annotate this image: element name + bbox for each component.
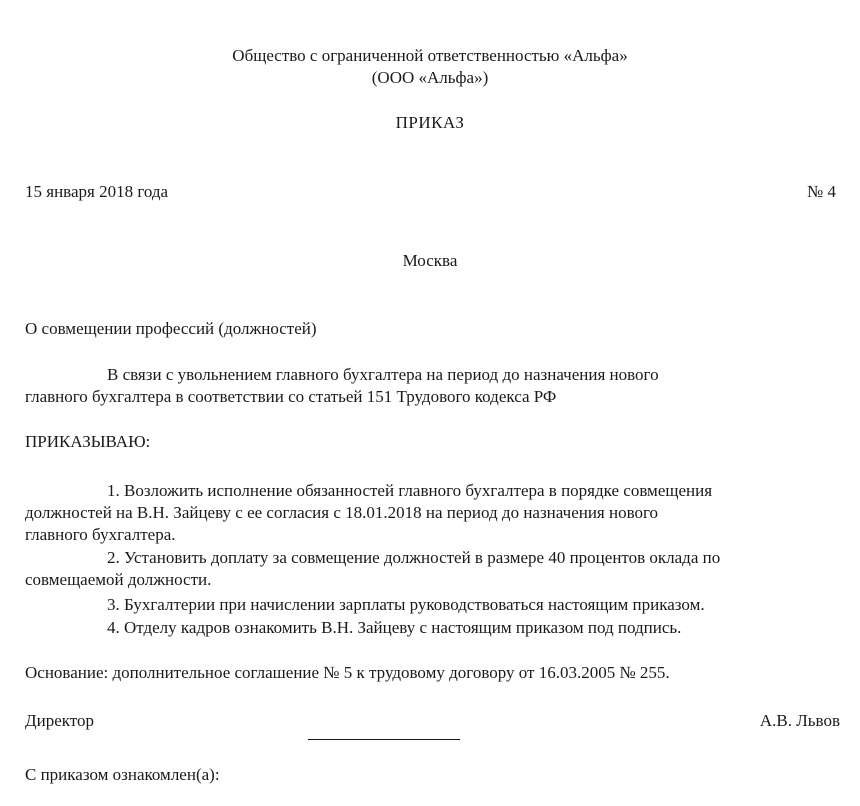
- document-city: Москва: [402, 251, 458, 270]
- signature-line: [308, 739, 460, 740]
- document-title: ПРИКАЗ: [395, 113, 465, 132]
- preamble-line-1: В связи с увольнением главного бухгалтера на период до назначения нового: [107, 365, 659, 384]
- preamble-line-2: главного бухгалтера в соответствии со статьей 151 Трудового кодекса РФ: [25, 387, 557, 406]
- order-item-2-line-1: 2. Установить доплату за совмещение должностей в размере 40 процентов оклада по: [107, 548, 721, 567]
- acknowledgment-line: С приказом ознакомлен(а):: [25, 765, 220, 784]
- order-item-3: 3. Бухгалтерии при начислении зарплаты руководствоваться настоящим приказом.: [107, 595, 705, 614]
- organization-short-name: (ООО «Альфа»): [371, 68, 489, 87]
- order-item-2-line-2: совмещаемой должности.: [25, 570, 212, 589]
- document-subject: О совмещении профессий (должностей): [25, 319, 317, 338]
- order-item-1-line-2: должностей на В.Н. Зайцеву с ее согласия с 18.01.2018 на период до назначения нового: [25, 503, 659, 522]
- order-basis: Основание: дополнительное соглашение № 5 к трудовому договору от 16.03.2005 № 255.: [25, 663, 670, 682]
- signature-position: Директор: [25, 711, 94, 730]
- order-item-4: 4. Отделу кадров ознакомить В.Н. Зайцеву с настоящим приказом под подпись.: [107, 618, 682, 637]
- order-item-1-line-1: 1. Возложить исполнение обязанностей главного бухгалтера в порядке совмещения: [107, 481, 713, 500]
- order-word: ПРИКАЗЫВАЮ:: [25, 432, 151, 451]
- order-item-1-line-3: главного бухгалтера.: [25, 525, 176, 544]
- organization-name: Общество с ограниченной ответственностью «Альфа»: [232, 46, 628, 65]
- document-number: № 4: [807, 182, 836, 201]
- signature-name: А.В. Львов: [759, 711, 840, 730]
- document-date: 15 января 2018 года: [25, 182, 169, 201]
